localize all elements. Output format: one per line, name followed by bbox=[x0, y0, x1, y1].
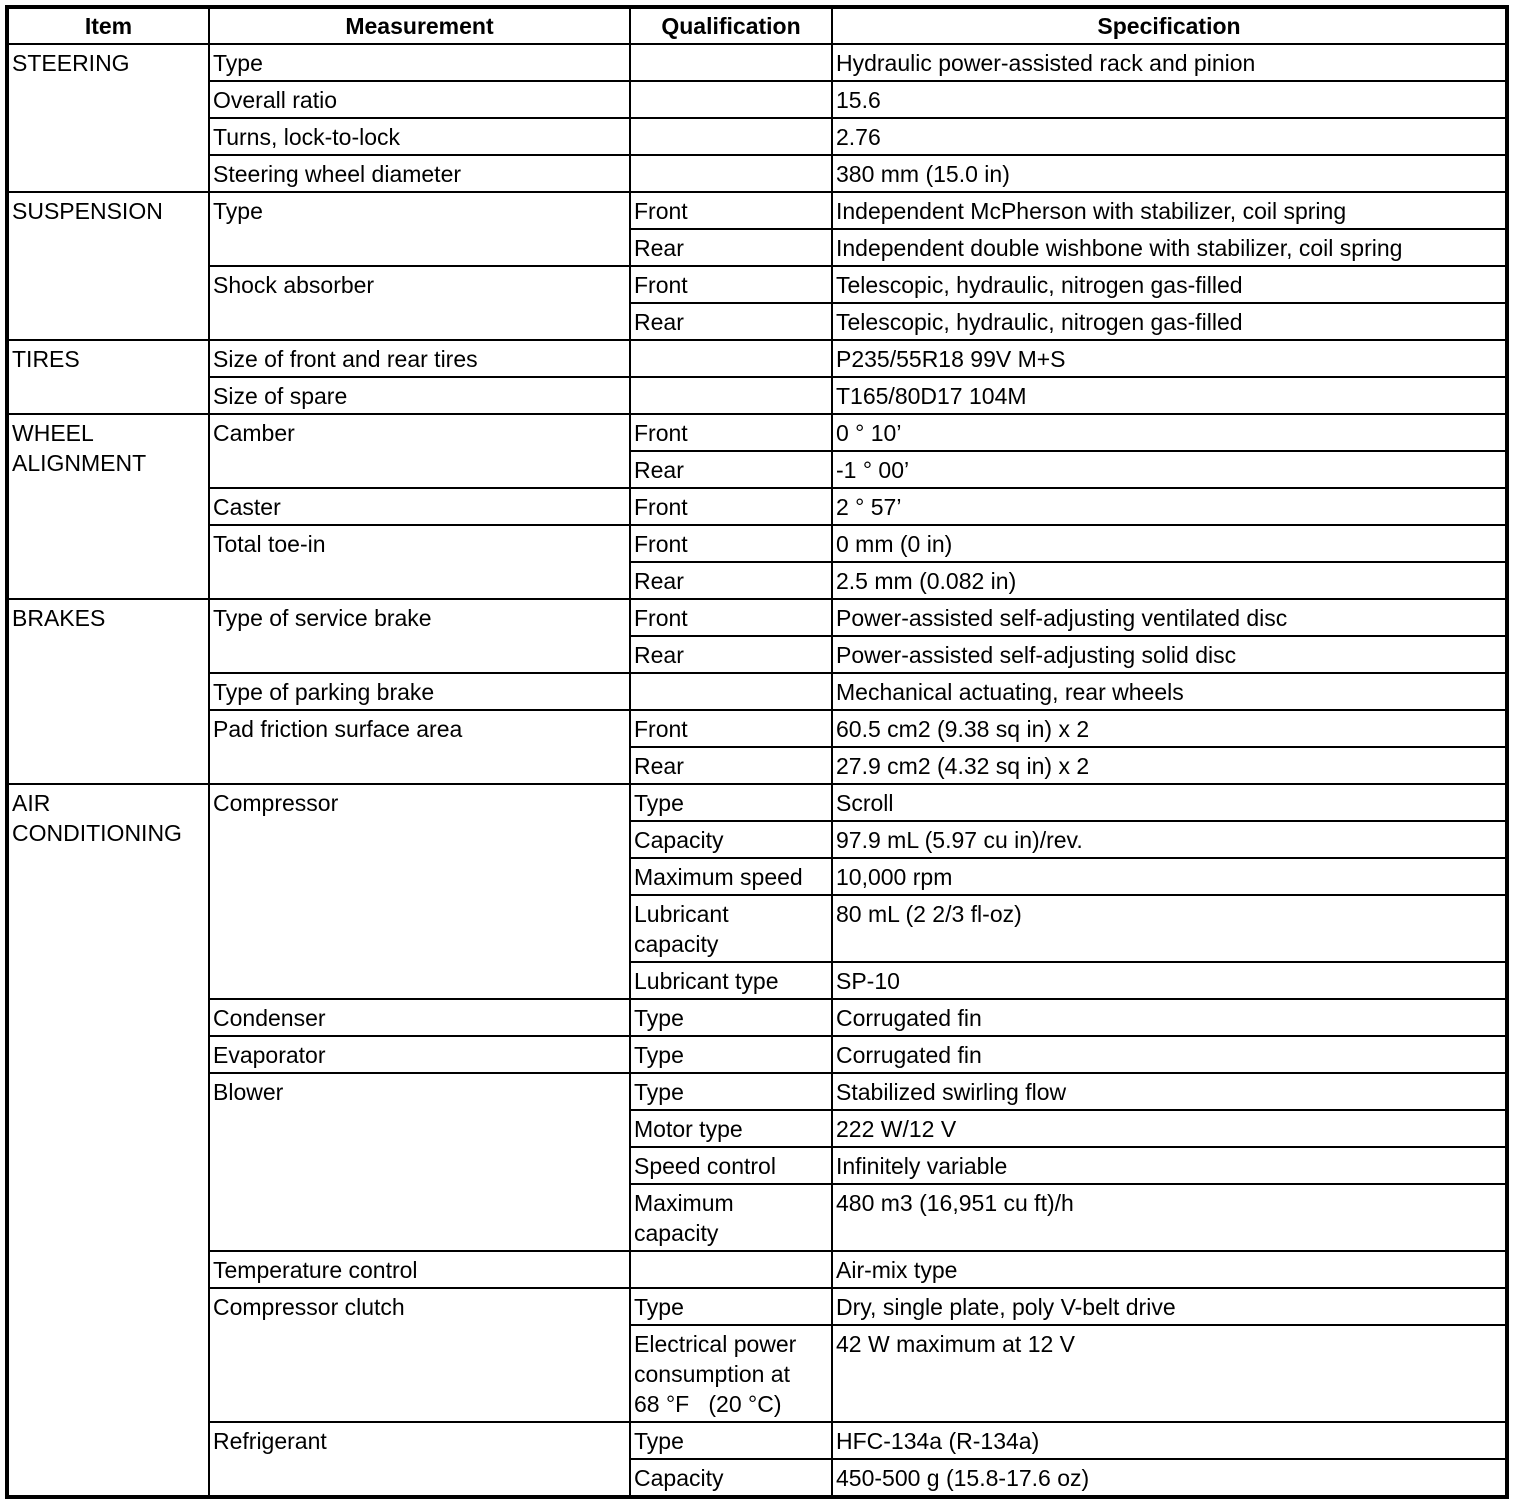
qualification-cell bbox=[630, 118, 832, 155]
measurement-cell: Evaporator bbox=[209, 1036, 630, 1073]
item-line: ALIGNMENT bbox=[12, 450, 147, 476]
measurement-cell: Blower bbox=[209, 1073, 630, 1251]
spec-cell: 480 m3 (16,951 cu ft)/h bbox=[832, 1184, 1507, 1251]
measurement-cell: Shock absorber bbox=[209, 266, 630, 340]
measurement-cell: Overall ratio bbox=[209, 81, 630, 118]
table-row bbox=[7, 673, 1507, 710]
spec-cell: 380 mm (15.0 in) bbox=[832, 155, 1507, 192]
table-row bbox=[7, 1422, 1507, 1459]
qualification-cell bbox=[630, 895, 832, 962]
qualification-cell: Rear bbox=[630, 562, 832, 599]
qualification-line: capacity bbox=[634, 1220, 719, 1246]
table-row bbox=[7, 784, 1507, 821]
spec-cell: T165/80D17 104M bbox=[832, 377, 1507, 414]
table-row bbox=[7, 1251, 1507, 1288]
qualification-line: Electrical power bbox=[634, 1331, 797, 1357]
qualification-line: Maximum bbox=[634, 1190, 734, 1216]
spec-cell: 2 ° 57’ bbox=[832, 488, 1507, 525]
qualification-cell: Type bbox=[630, 1073, 832, 1110]
spec-cell: Infinitely variable bbox=[832, 1147, 1507, 1184]
spec-cell: Dry, single plate, poly V-belt drive bbox=[832, 1288, 1507, 1325]
table-row bbox=[7, 377, 1507, 414]
qualification-cell bbox=[630, 1251, 832, 1288]
header-measurement: Measurement bbox=[209, 7, 630, 44]
qualification-cell: Speed control bbox=[630, 1147, 832, 1184]
spec-cell: 15.6 bbox=[832, 81, 1507, 118]
item-line: AIR bbox=[12, 790, 51, 816]
qualification-cell: Rear bbox=[630, 636, 832, 673]
qualification-cell: Front bbox=[630, 710, 832, 747]
spec-cell: 2.76 bbox=[832, 118, 1507, 155]
measurement-cell: Size of front and rear tires bbox=[209, 340, 630, 377]
spec-cell: P235/55R18 99V M+S bbox=[832, 340, 1507, 377]
qualification-cell: Lubricant type bbox=[630, 962, 832, 999]
spec-cell: Power-assisted self-adjusting ventilated disc bbox=[832, 599, 1507, 636]
table-row bbox=[7, 266, 1507, 303]
measurement-cell: Type bbox=[209, 192, 630, 266]
qualification-cell: Type bbox=[630, 1422, 832, 1459]
spec-cell: 0 mm (0 in) bbox=[832, 525, 1507, 562]
measurement-cell: Compressor clutch bbox=[209, 1288, 630, 1422]
spec-cell: Independent McPherson with stabilizer, coil spring bbox=[832, 192, 1507, 229]
qualification-cell: Front bbox=[630, 192, 832, 229]
spec-cell: Mechanical actuating, rear wheels bbox=[832, 673, 1507, 710]
qualification-cell: Type bbox=[630, 1036, 832, 1073]
measurement-cell: Camber bbox=[209, 414, 630, 488]
spec-cell: Corrugated fin bbox=[832, 999, 1507, 1036]
table-row bbox=[7, 44, 1507, 81]
qualification-cell: Type bbox=[630, 784, 832, 821]
qualification-cell bbox=[630, 1325, 832, 1422]
measurement-cell: Caster bbox=[209, 488, 630, 525]
item-tires: TIRES bbox=[7, 340, 209, 414]
qualification-cell: Motor type bbox=[630, 1110, 832, 1147]
measurement-cell: Steering wheel diameter bbox=[209, 155, 630, 192]
table-row bbox=[7, 1036, 1507, 1073]
spec-cell: 10,000 rpm bbox=[832, 858, 1507, 895]
table-row bbox=[7, 710, 1507, 747]
qualification-cell bbox=[630, 377, 832, 414]
spec-cell: Telescopic, hydraulic, nitrogen gas-filled bbox=[832, 266, 1507, 303]
item-air-conditioning bbox=[7, 784, 209, 1497]
spec-cell: 450-500 g (15.8-17.6 oz) bbox=[832, 1459, 1507, 1497]
qualification-cell: Rear bbox=[630, 451, 832, 488]
item-line: CONDITIONING bbox=[12, 820, 182, 846]
item-wheel-alignment bbox=[7, 414, 209, 599]
item-line: WHEEL bbox=[12, 420, 94, 446]
qualification-cell: Front bbox=[630, 266, 832, 303]
spec-cell: 42 W maximum at 12 V bbox=[832, 1325, 1507, 1422]
item-suspension: SUSPENSION bbox=[7, 192, 209, 340]
spec-cell: Power-assisted self-adjusting solid disc bbox=[832, 636, 1507, 673]
qualification-cell: Front bbox=[630, 599, 832, 636]
qualification-line: Lubricant bbox=[634, 901, 729, 927]
spec-cell: Telescopic, hydraulic, nitrogen gas-filled bbox=[832, 303, 1507, 340]
table-row bbox=[7, 1288, 1507, 1325]
qualification-cell: Front bbox=[630, 488, 832, 525]
measurement-cell: Type bbox=[209, 44, 630, 81]
measurement-cell: Type of service brake bbox=[209, 599, 630, 673]
spec-cell: 2.5 mm (0.082 in) bbox=[832, 562, 1507, 599]
spec-cell: Corrugated fin bbox=[832, 1036, 1507, 1073]
item-brakes: BRAKES bbox=[7, 599, 209, 784]
measurement-cell: Condenser bbox=[209, 999, 630, 1036]
spec-cell: 80 mL (2 2/3 fl-oz) bbox=[832, 895, 1507, 962]
table-row bbox=[7, 599, 1507, 636]
spec-cell: HFC-134a (R-134a) bbox=[832, 1422, 1507, 1459]
table-row bbox=[7, 414, 1507, 451]
table-row bbox=[7, 81, 1507, 118]
table-row bbox=[7, 118, 1507, 155]
spec-cell: Hydraulic power-assisted rack and pinion bbox=[832, 44, 1507, 81]
measurement-cell: Total toe-in bbox=[209, 525, 630, 599]
header-specification: Specification bbox=[832, 7, 1507, 44]
spec-cell: 60.5 cm2 (9.38 sq in) x 2 bbox=[832, 710, 1507, 747]
table-row bbox=[7, 488, 1507, 525]
qualification-cell bbox=[630, 673, 832, 710]
spec-cell: 97.9 mL (5.97 cu in)/rev. bbox=[832, 821, 1507, 858]
qualification-cell bbox=[630, 1184, 832, 1251]
qualification-cell: Capacity bbox=[630, 1459, 832, 1497]
spec-cell: Independent double wishbone with stabilizer, coil spring bbox=[832, 229, 1507, 266]
spec-cell: Scroll bbox=[832, 784, 1507, 821]
qualification-cell: Rear bbox=[630, 303, 832, 340]
spec-cell: -1 ° 00’ bbox=[832, 451, 1507, 488]
qualification-cell: Maximum speed bbox=[630, 858, 832, 895]
table-row bbox=[7, 340, 1507, 377]
qualification-cell bbox=[630, 340, 832, 377]
spec-cell: SP-10 bbox=[832, 962, 1507, 999]
header-qualification: Qualification bbox=[630, 7, 832, 44]
header-row bbox=[7, 7, 1507, 44]
qualification-line: capacity bbox=[634, 931, 719, 957]
measurement-cell: Type of parking brake bbox=[209, 673, 630, 710]
table-row bbox=[7, 999, 1507, 1036]
qualification-cell bbox=[630, 81, 832, 118]
measurement-cell: Pad friction surface area bbox=[209, 710, 630, 784]
qualification-cell bbox=[630, 155, 832, 192]
qualification-cell: Type bbox=[630, 999, 832, 1036]
table-row bbox=[7, 1073, 1507, 1110]
spec-table bbox=[5, 5, 1509, 1499]
measurement-cell: Refrigerant bbox=[209, 1422, 630, 1497]
spec-cell: 27.9 cm2 (4.32 sq in) x 2 bbox=[832, 747, 1507, 784]
qualification-cell bbox=[630, 44, 832, 81]
qualification-cell: Front bbox=[630, 525, 832, 562]
qualification-line: 68 °F (20 °C) bbox=[634, 1391, 782, 1417]
spec-cell: Stabilized swirling flow bbox=[832, 1073, 1507, 1110]
spec-cell: Air-mix type bbox=[832, 1251, 1507, 1288]
measurement-cell: Turns, lock-to-lock bbox=[209, 118, 630, 155]
qualification-cell: Type bbox=[630, 1288, 832, 1325]
qualification-cell: Rear bbox=[630, 747, 832, 784]
table-row bbox=[7, 155, 1507, 192]
spec-cell: 0 ° 10’ bbox=[832, 414, 1507, 451]
measurement-cell: Temperature control bbox=[209, 1251, 630, 1288]
spec-cell: 222 W/12 V bbox=[832, 1110, 1507, 1147]
table-row bbox=[7, 192, 1507, 229]
qualification-cell: Rear bbox=[630, 229, 832, 266]
qualification-line: consumption at bbox=[634, 1361, 790, 1387]
header-item: Item bbox=[7, 7, 209, 44]
table-row bbox=[7, 525, 1507, 562]
measurement-cell: Compressor bbox=[209, 784, 630, 999]
qualification-cell: Front bbox=[630, 414, 832, 451]
qualification-cell: Capacity bbox=[630, 821, 832, 858]
measurement-cell: Size of spare bbox=[209, 377, 630, 414]
item-steering: STEERING bbox=[7, 44, 209, 192]
